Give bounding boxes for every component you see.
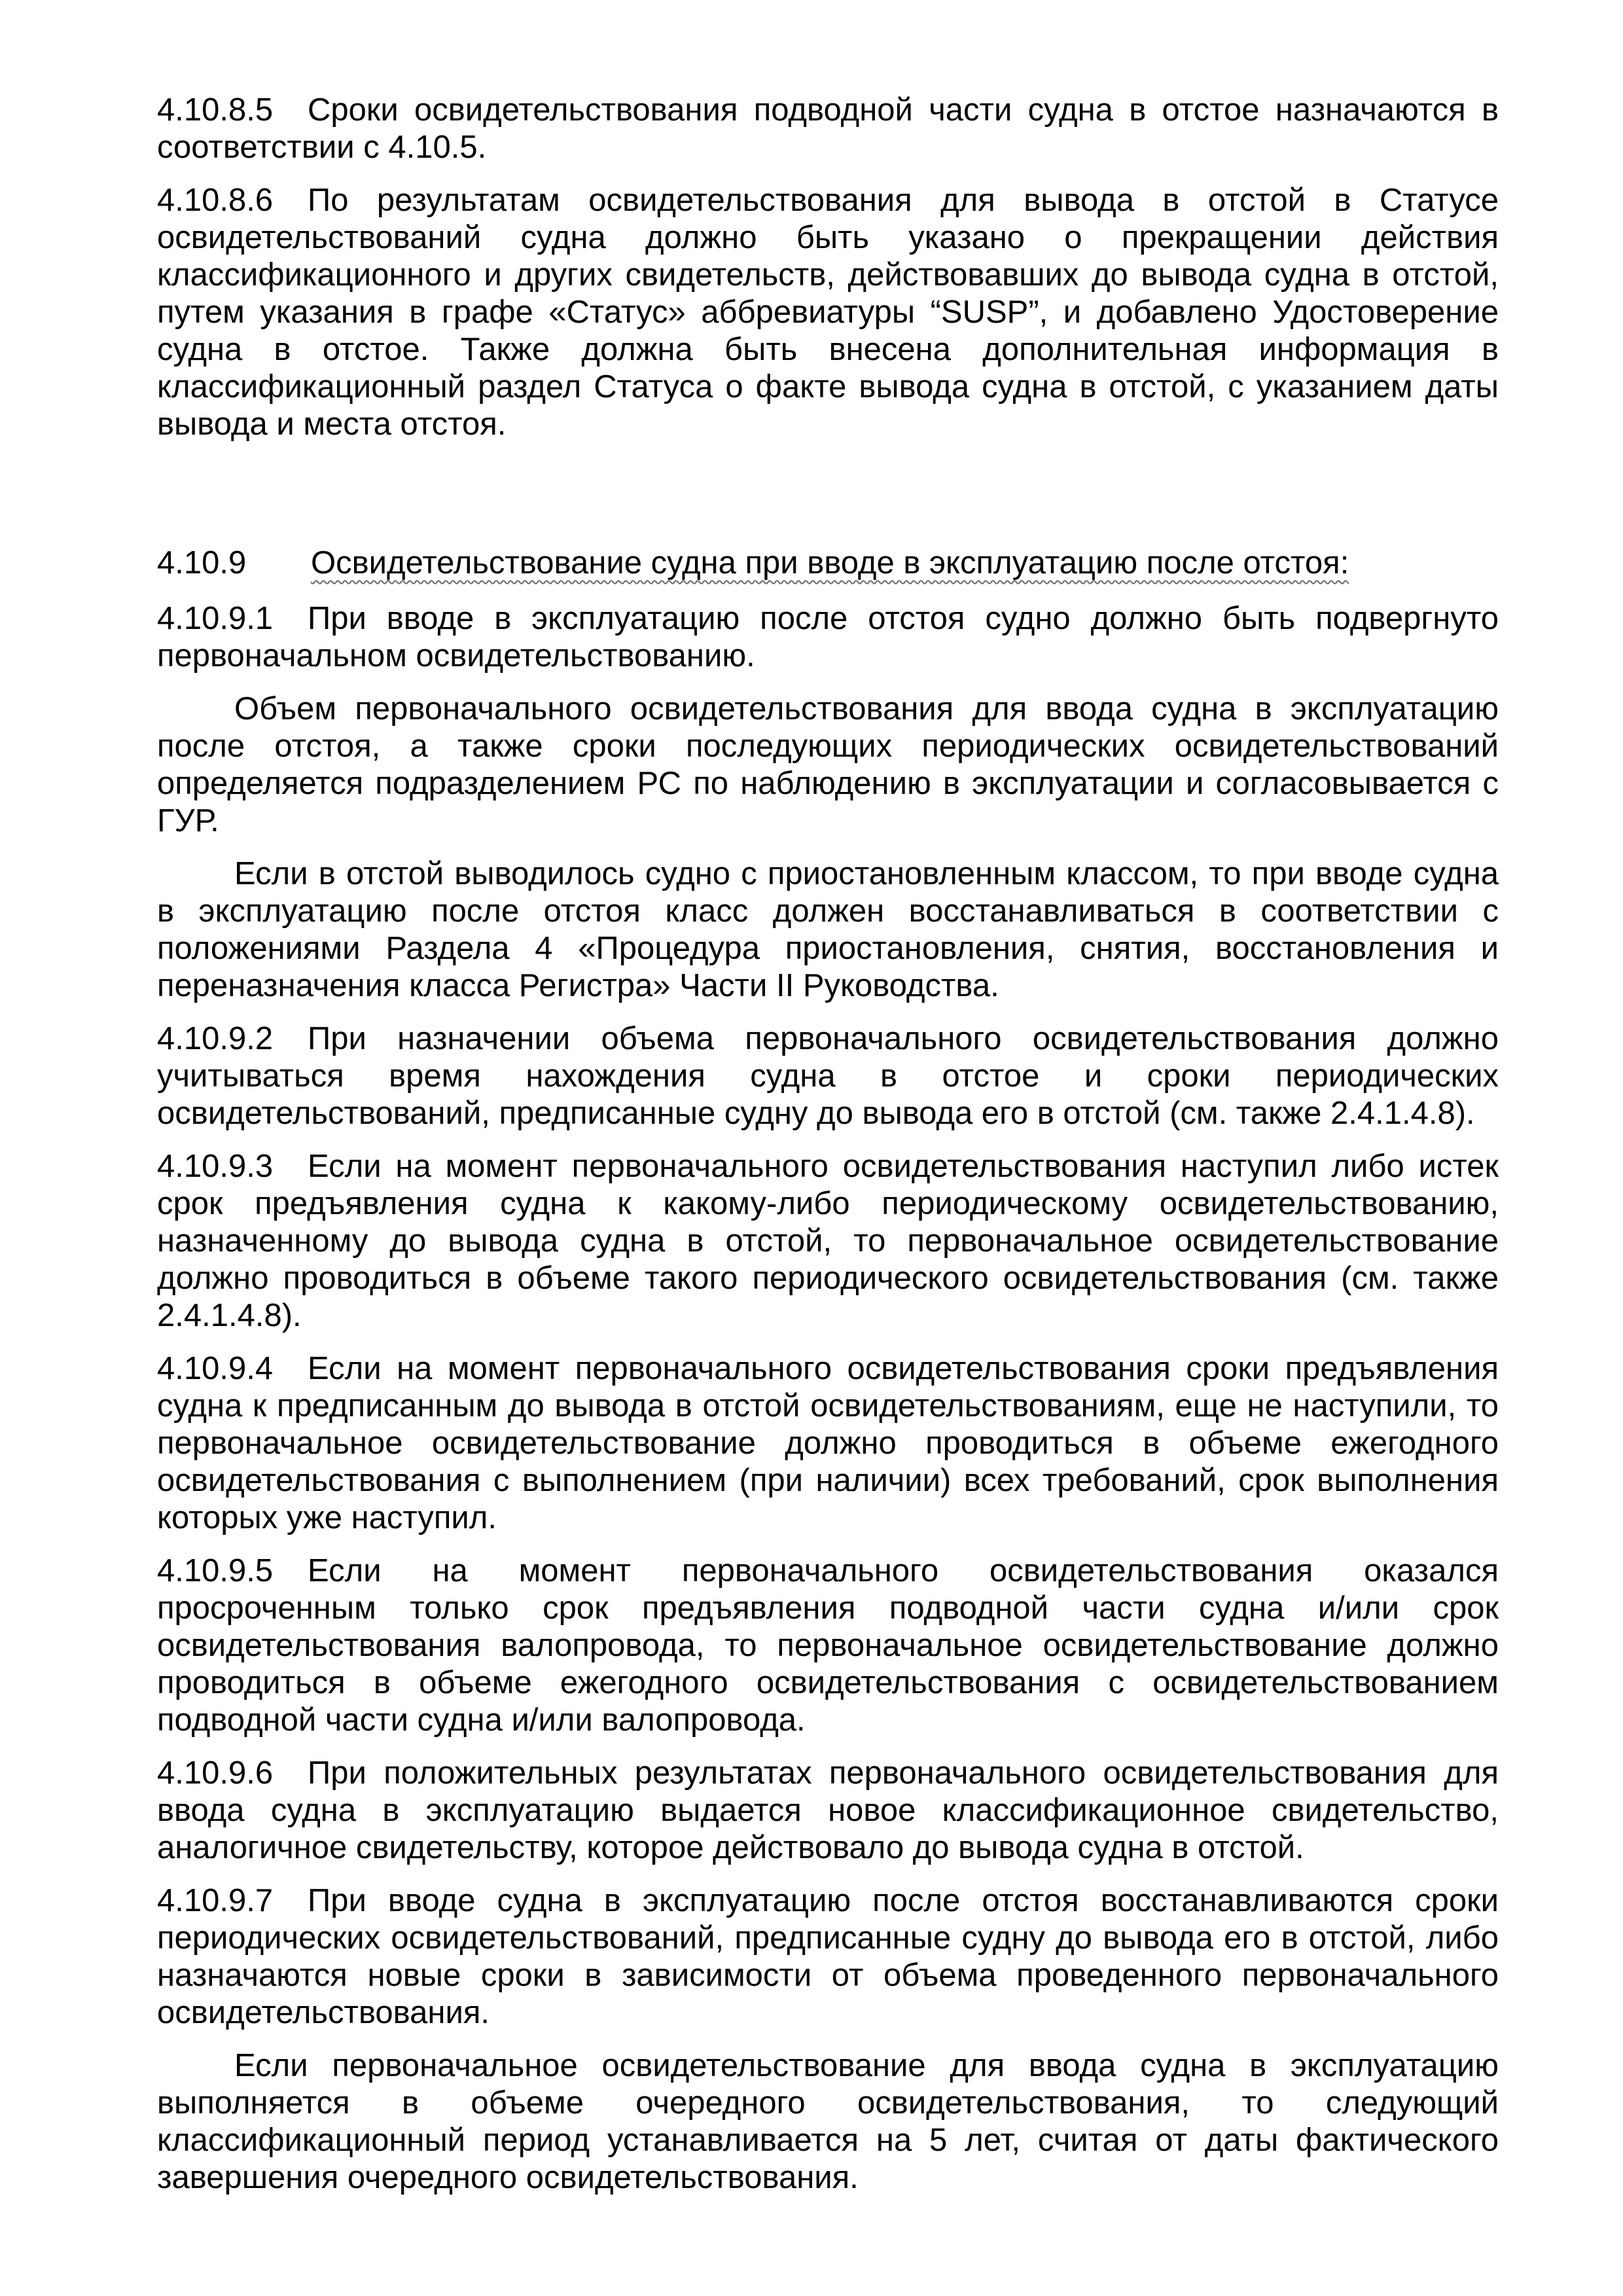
paragraph-4-10-9-4 [157,1350,1499,1537]
paragraph-4-10-9-2 [157,1020,1499,1132]
section-heading-4-10-9 [157,545,1499,582]
paragraph-text: При назначении объема первоначального освидетельствования должно учитываться время нахождения судна в отстое и сроки периодических освидетельствований, предписанные судну до вывода его в отстой (см. также 2.4.1.4.8). [157,1021,1499,1131]
document-page [157,92,1499,2212]
paragraph-number: 4.10.9.4 [157,1351,274,1386]
paragraph-4-10-9-7-period: Если первоначальное освидетельствование для ввода судна в эксплуатацию выполняется в объеме очередного освидетельствования, то следующий классификационный период устанавливается на 5 лет, считая от даты фактического завершения очередного освидетельствования. [157,2048,1499,2195]
heading-text: Освидетельствование судна при вводе в эксплуатацию после отстоя: [311,545,1349,581]
paragraph-number: 4.10.9.3 [157,1149,274,1184]
paragraph-text: При вводе судна в эксплуатацию после отстоя восстанавливаются сроки периодических освидетельствований, предписанные судну до вывода его в отстой, либо назначаются новые сроки в зависимости от объема проведенного первоначального освидетельствования. [157,1883,1499,2030]
paragraph-4-10-9-1 [157,600,1499,675]
paragraph-4-10-9-7 [157,1882,1499,2032]
paragraph-text: По результатам освидетельствования для вывода в отстой в Статусе освидетельствований судна должно быть указано о прекращении действия классификационного и других свидетельств, действовавших до вывода судна в отстой, путем указания в графе «Статус» аббревиатуры “SUSP”, и добавлено Удостоверение судна в отстое. Также должна быть внесена дополнительная информация в классификационный раздел Статуса о факте вывода судна в отстой, с указанием даты вывода и места отстоя. [157,183,1499,442]
paragraph-text: Если на момент первоначального освидетельствования оказался просроченным только срок предъявления подводной части судна и/или срок освидетельствования валопровода, то первоначальное освидетельствование должно проводиться в объеме ежегодного освидетельствования с освидетельствованием подводной части судна и/или валопровода. [157,1553,1499,1738]
paragraph-4-10-9-3 [157,1148,1499,1335]
paragraph-number: 4.10.9.1 [157,601,274,636]
paragraph-text: При вводе в эксплуатацию после отстоя судно должно быть подвергнуто первоначальном освидетельствованию. [157,601,1499,673]
paragraph-number: 4.10.8.5 [157,92,274,128]
paragraph-text: Если на момент первоначального освидетельствования наступил либо истек срок предъявления судна к какому-либо периодическому освидетельствованию, назначенному до вывода судна в отстой, то первоначальное освидетельствование должно проводиться в объеме такого периодического освидетельствования (см. также 2.4.1.4.8). [157,1149,1499,1333]
paragraph-4-10-9-6 [157,1755,1499,1867]
paragraph-number: 4.10.8.6 [157,183,274,218]
paragraph-4-10-8-6 [157,182,1499,443]
heading-number: 4.10.9 [157,545,247,581]
paragraph-text: При положительных результатах первоначального освидетельствования для ввода судна в эксплуатацию выдается новое классификационное свидетельство, аналогичное свидетельству, которое действовало до вывода судна в отстой. [157,1755,1499,1865]
paragraph-4-10-9-1-scope: Объем первоначального освидетельствования для ввода судна в эксплуатацию после отстоя, а также сроки последующих периодических освидетельствований определяется подразделением РС по наблюдению в эксплуатации и согласовывается с ГУР. [157,691,1499,838]
paragraph-text: Сроки освидетельствования подводной части судна в отстое назначаются в соответствии с 4.10.5. [157,92,1499,165]
paragraph-4-10-9-1-suspended-class: Если в отстой выводилось судно с приостановленным классом, то при вводе судна в эксплуатацию после отстоя класс должен восстанавливаться в соответствии с положениями Раздела 4 «Процедура приостановления, снятия, восстановления и переназначения класса Регистра» Части II Руководства. [157,856,1499,1003]
paragraph-number: 4.10.9.6 [157,1755,274,1791]
paragraph-4-10-8-5 [157,92,1499,166]
paragraph-number: 4.10.9.5 [157,1553,274,1588]
paragraph-number: 4.10.9.2 [157,1021,274,1056]
paragraph-4-10-9-5 [157,1552,1499,1739]
paragraph-text: Если на момент первоначального освидетельствования сроки предъявления судна к предписанным до вывода в отстой освидетельствованиям, еще не наступили, то первоначальное освидетельствование должно проводиться в объеме ежегодного освидетельствования с выполнением (при наличии) всех требований, срок выполнения которых уже наступил. [157,1351,1499,1535]
paragraph-number: 4.10.9.7 [157,1883,274,1918]
